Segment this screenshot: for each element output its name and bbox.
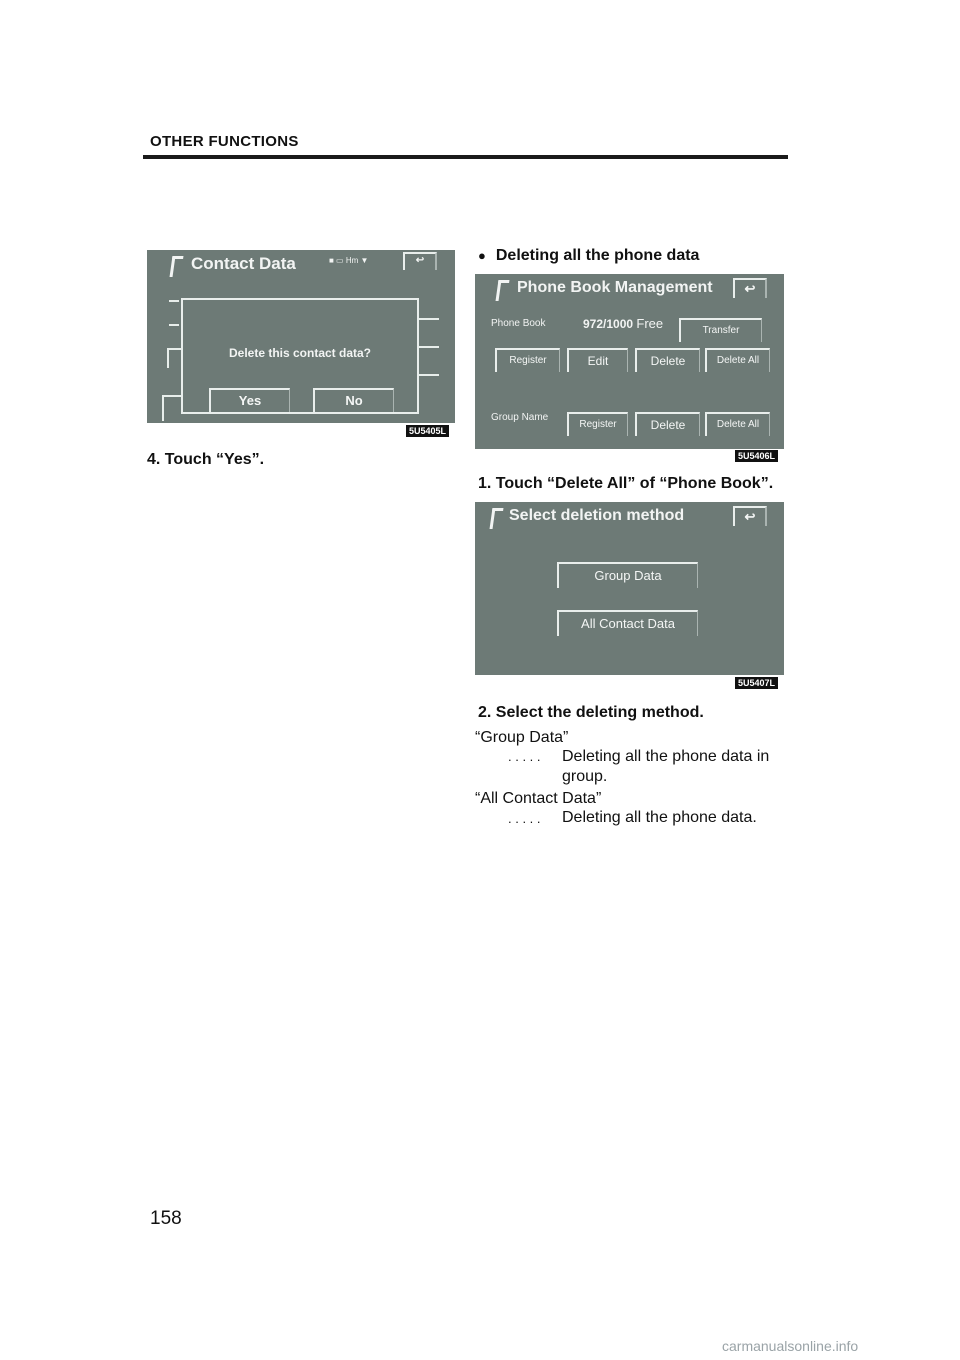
phone-icon [496, 280, 510, 301]
phone-book-management-screenshot [475, 274, 784, 449]
option-description: Deleting all the phone data in group. [562, 748, 770, 785]
total-count: /1000 [603, 317, 634, 331]
status-text: Hm [345, 256, 359, 265]
status-icons [329, 256, 368, 265]
confirm-dialog [181, 298, 419, 414]
phone-book-capacity [583, 316, 663, 331]
option-dots: . . . . . [508, 811, 541, 826]
back-button[interactable]: ↩ [733, 278, 767, 298]
option-dots: . . . . . [508, 749, 541, 764]
select-deletion-method-screenshot [475, 502, 784, 675]
back-button[interactable]: ↩ [733, 506, 767, 526]
bullet: ● [478, 248, 486, 263]
step-2: 2. Select the deleting method. [478, 704, 704, 721]
register-button[interactable]: Register [495, 348, 560, 372]
watermark: carmanualsonline.info [722, 1338, 859, 1354]
header-rule [143, 155, 788, 159]
option-term: “All Contact Data” [475, 790, 602, 807]
section-header: OTHER FUNCTIONS [150, 133, 299, 150]
step-4: 4. Touch “Yes”. [147, 451, 265, 468]
group-data-button[interactable]: Group Data [557, 562, 698, 588]
contact-data-screenshot [147, 250, 455, 423]
page-number: 158 [150, 1208, 182, 1229]
signal-icon: ▼ [358, 256, 369, 265]
section-heading [478, 247, 699, 265]
option-term: “Group Data” [475, 729, 569, 746]
group-name-label: Group Name [491, 412, 549, 423]
figure-code: 5U5407L [735, 677, 778, 689]
option-description: Deleting all the phone data. [562, 809, 757, 826]
free-label: Free [636, 316, 664, 331]
yes-button[interactable]: Yes [209, 388, 290, 412]
transfer-button[interactable]: Transfer [679, 318, 762, 342]
dialog-message: Delete this contact data? [228, 346, 372, 360]
group-delete-all-button[interactable]: Delete All [705, 412, 770, 436]
screen-title: Select deletion method [509, 507, 685, 524]
figure-code: 5U5405L [406, 425, 449, 437]
screen-title: Phone Book Management [517, 279, 713, 296]
step-1: 1. Touch “Delete All” of “Phone Book”. [478, 475, 774, 492]
phone-status-icon: ■ ▭ [329, 256, 346, 265]
group-delete-button[interactable]: Delete [635, 412, 700, 436]
heading-text: Deleting all the phone data [495, 247, 700, 264]
delete-all-button[interactable]: Delete All [705, 348, 770, 372]
phone-icon [490, 508, 504, 529]
phone-book-label: Phone Book [491, 318, 546, 329]
screen-title: Contact Data [191, 254, 296, 273]
edit-button[interactable]: Edit [567, 348, 628, 372]
all-contact-data-button[interactable]: All Contact Data [557, 610, 698, 636]
figure-code: 5U5406L [735, 450, 778, 462]
back-button[interactable]: ↩ [403, 252, 437, 270]
used-count: 972 [583, 317, 604, 331]
delete-button[interactable]: Delete [635, 348, 700, 372]
group-register-button[interactable]: Register [567, 412, 628, 436]
no-button[interactable]: No [313, 388, 394, 412]
phone-icon [170, 256, 184, 277]
